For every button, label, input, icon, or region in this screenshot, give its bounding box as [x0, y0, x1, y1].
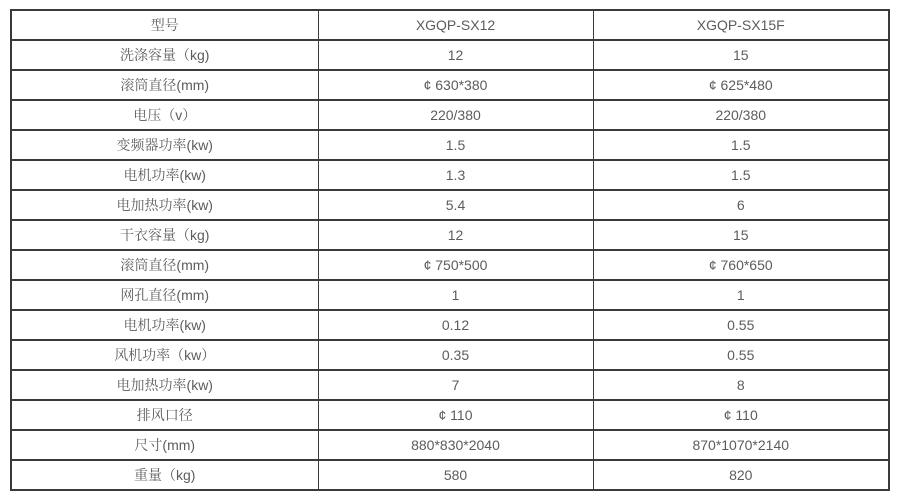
spec-value-cell: 6 [593, 190, 889, 220]
spec-value-cell: 580 [318, 460, 593, 490]
spec-value-cell: 1 [593, 280, 889, 310]
spec-value-cell: 0.55 [593, 310, 889, 340]
spec-value-cell: 7 [318, 370, 593, 400]
table-header-row [11, 10, 889, 40]
spec-label-cell: 变频器功率(kw) [11, 130, 318, 160]
table-row [11, 340, 889, 370]
spec-label-cell: 干衣容量（kg) [11, 220, 318, 250]
table-row [11, 70, 889, 100]
spec-value-cell: 12 [318, 40, 593, 70]
spec-value-cell: 1.5 [593, 160, 889, 190]
spec-value-cell: 15 [593, 40, 889, 70]
spec-label-cell: 排风口径 [11, 400, 318, 430]
table-row [11, 280, 889, 310]
spec-value-cell: 870*1070*2140 [593, 430, 889, 460]
spec-label-cell: 电加热功率(kw) [11, 190, 318, 220]
table-row [11, 160, 889, 190]
table-row [11, 400, 889, 430]
spec-value-cell: ¢ 110 [593, 400, 889, 430]
product-spec-table [10, 9, 890, 491]
table-row [11, 460, 889, 490]
spec-value-cell: 1.5 [593, 130, 889, 160]
table-row [11, 220, 889, 250]
table-row [11, 190, 889, 220]
spec-label-cell: 电机功率(kw) [11, 310, 318, 340]
spec-value-cell: 0.12 [318, 310, 593, 340]
spec-label-cell: 电压（v） [11, 100, 318, 130]
table-row [11, 250, 889, 280]
table-row [11, 100, 889, 130]
spec-value-cell: ¢ 625*480 [593, 70, 889, 100]
spec-label-cell: 风机功率（kw） [11, 340, 318, 370]
spec-label-cell: 尺寸(mm) [11, 430, 318, 460]
spec-value-cell: 8 [593, 370, 889, 400]
spec-label-cell: 电机功率(kw) [11, 160, 318, 190]
table-row [11, 370, 889, 400]
spec-label-cell: 重量（kg) [11, 460, 318, 490]
spec-value-cell: 1.3 [318, 160, 593, 190]
spec-label-cell: 型号 [11, 10, 318, 40]
spec-label-cell: 洗涤容量（kg) [11, 40, 318, 70]
spec-value-cell: ¢ 750*500 [318, 250, 593, 280]
spec-value-cell: ¢ 630*380 [318, 70, 593, 100]
spec-value-cell: 15 [593, 220, 889, 250]
spec-label-cell: 滚筒直径(mm) [11, 70, 318, 100]
spec-value-cell: ¢ 110 [318, 400, 593, 430]
spec-value-cell: 220/380 [593, 100, 889, 130]
spec-value-cell: 820 [593, 460, 889, 490]
spec-value-cell: 1.5 [318, 130, 593, 160]
spec-value-cell: 220/380 [318, 100, 593, 130]
spec-value-cell: 0.35 [318, 340, 593, 370]
spec-value-cell: 0.55 [593, 340, 889, 370]
spec-value-cell: 880*830*2040 [318, 430, 593, 460]
spec-label-cell: 滚筒直径(mm) [11, 250, 318, 280]
model-2-header-cell: XGQP-SX15F [593, 10, 889, 40]
table-row [11, 40, 889, 70]
model-1-header-cell: XGQP-SX12 [318, 10, 593, 40]
spec-value-cell: ¢ 760*650 [593, 250, 889, 280]
table-row [11, 130, 889, 160]
spec-value-cell: 1 [318, 280, 593, 310]
spec-value-cell: 12 [318, 220, 593, 250]
spec-value-cell: 5.4 [318, 190, 593, 220]
spec-label-cell: 电加热功率(kw) [11, 370, 318, 400]
spec-label-cell: 网孔直径(mm) [11, 280, 318, 310]
table-row [11, 430, 889, 460]
table-row [11, 310, 889, 340]
